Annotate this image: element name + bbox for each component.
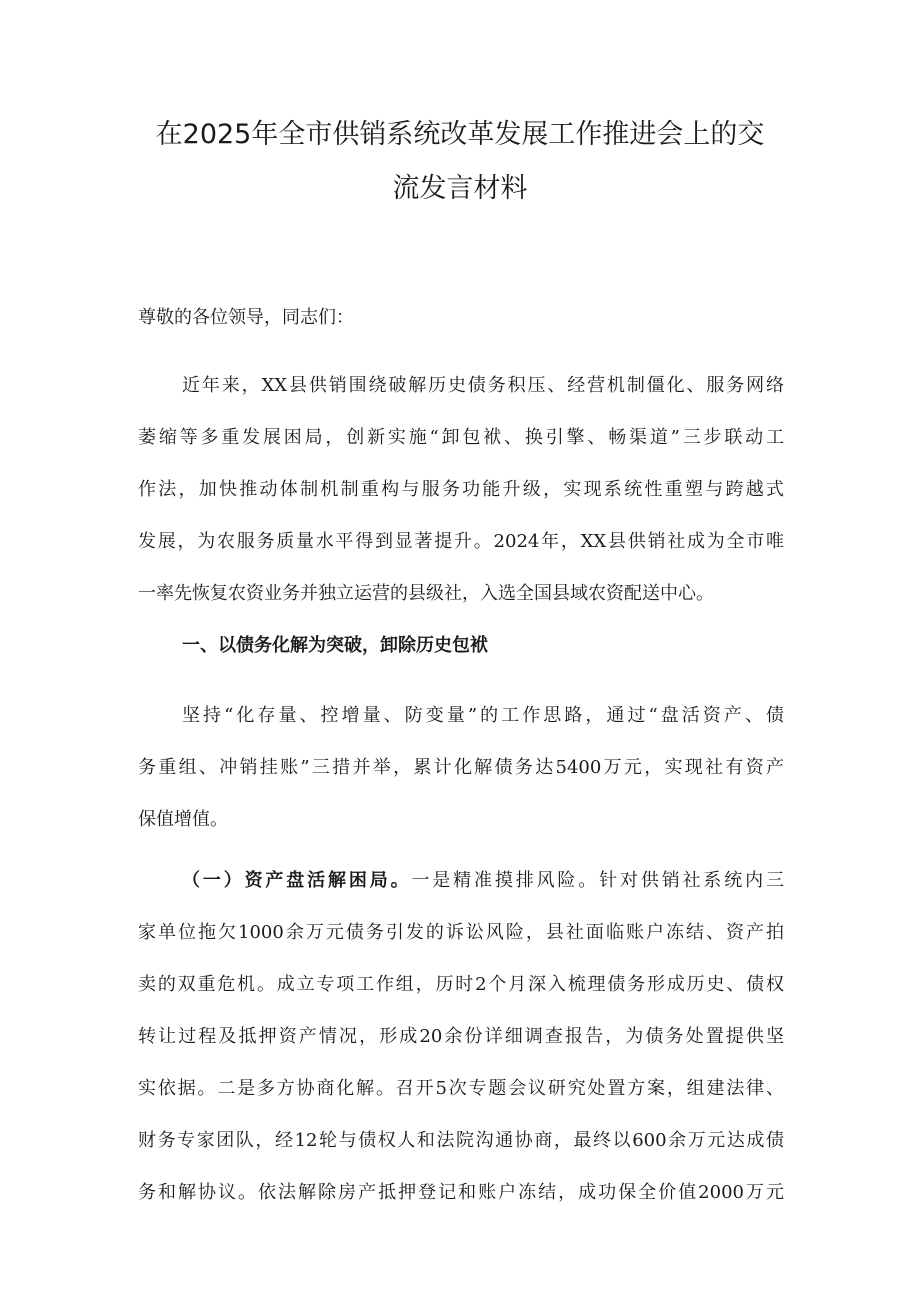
paragraph-line: [138, 855, 784, 907]
title-line-1: 在2025年全市供销系统改革发展工作推进会上的交: [155, 119, 765, 150]
subsection-first-line-text: 一是精准摸排风险。针对供销社系统内三: [411, 870, 784, 891]
paragraph-line: 保值增值。: [138, 809, 228, 830]
paragraph-line: 发展，为农服务质量水平得到显著提升。2024年，XX县供销社成为全市唯: [138, 531, 784, 552]
paragraph-line: 实依据。二是多方协商化解。召开5次专题会议研究处置方案，组建法律、: [138, 1078, 784, 1099]
intro-paragraph: [138, 360, 784, 620]
paragraph-line: 一率先恢复农资业务并独立运营的县级社，入选全国县域农资配送中心。: [138, 583, 714, 604]
paragraph-line: 坚持“化存量、控增量、防变量”的工作思路，通过“盘活资产、债: [182, 705, 784, 726]
paragraph-line: 近年来，XX县供销围绕破解历史债务积压、经营机制僵化、服务网络: [182, 375, 784, 396]
salutation: 尊敬的各位领导，同志们：: [138, 307, 354, 328]
subsection-lead: （一）资产盘活解困局。: [182, 870, 412, 891]
paragraph-line: 务重组、冲销挂账”三措并举，累计化解债务达5400万元，实现社有资产: [138, 757, 784, 778]
title-line-2: 流发言材料: [392, 173, 528, 204]
section1-paragraph: [138, 690, 784, 846]
subsection1-paragraph: [138, 855, 784, 1219]
paragraph-line: 财务专家团队，经12轮与债权人和法院沟通协商，最终以600余万元达成债: [138, 1130, 784, 1151]
paragraph-line: 务和解协议。依法解除房产抵押登记和账户冻结，成功保全价值2000万元: [138, 1182, 784, 1203]
paragraph-line: 萎缩等多重发展困局，创新实施“卸包袱、换引擎、畅渠道”三步联动工: [138, 427, 784, 448]
paragraph-line: 卖的双重危机。成立专项工作组，历时2个月深入梳理债务形成历史、债权: [138, 974, 784, 995]
paragraph-line: 转让过程及抵押资产情况，形成20余份详细调查报告，为债务处置提供坚: [138, 1026, 784, 1047]
paragraph-line: 作法，加快推动体制机制重构与服务功能升级，实现系统性重塑与跨越式: [138, 479, 784, 500]
paragraph-line: 家单位拖欠1000余万元债务引发的诉讼风险，县社面临账户冻结、资产拍: [138, 922, 784, 943]
section-heading: 一、以债务化解为突破，卸除历史包袱: [182, 635, 488, 656]
document-title: [100, 108, 820, 216]
